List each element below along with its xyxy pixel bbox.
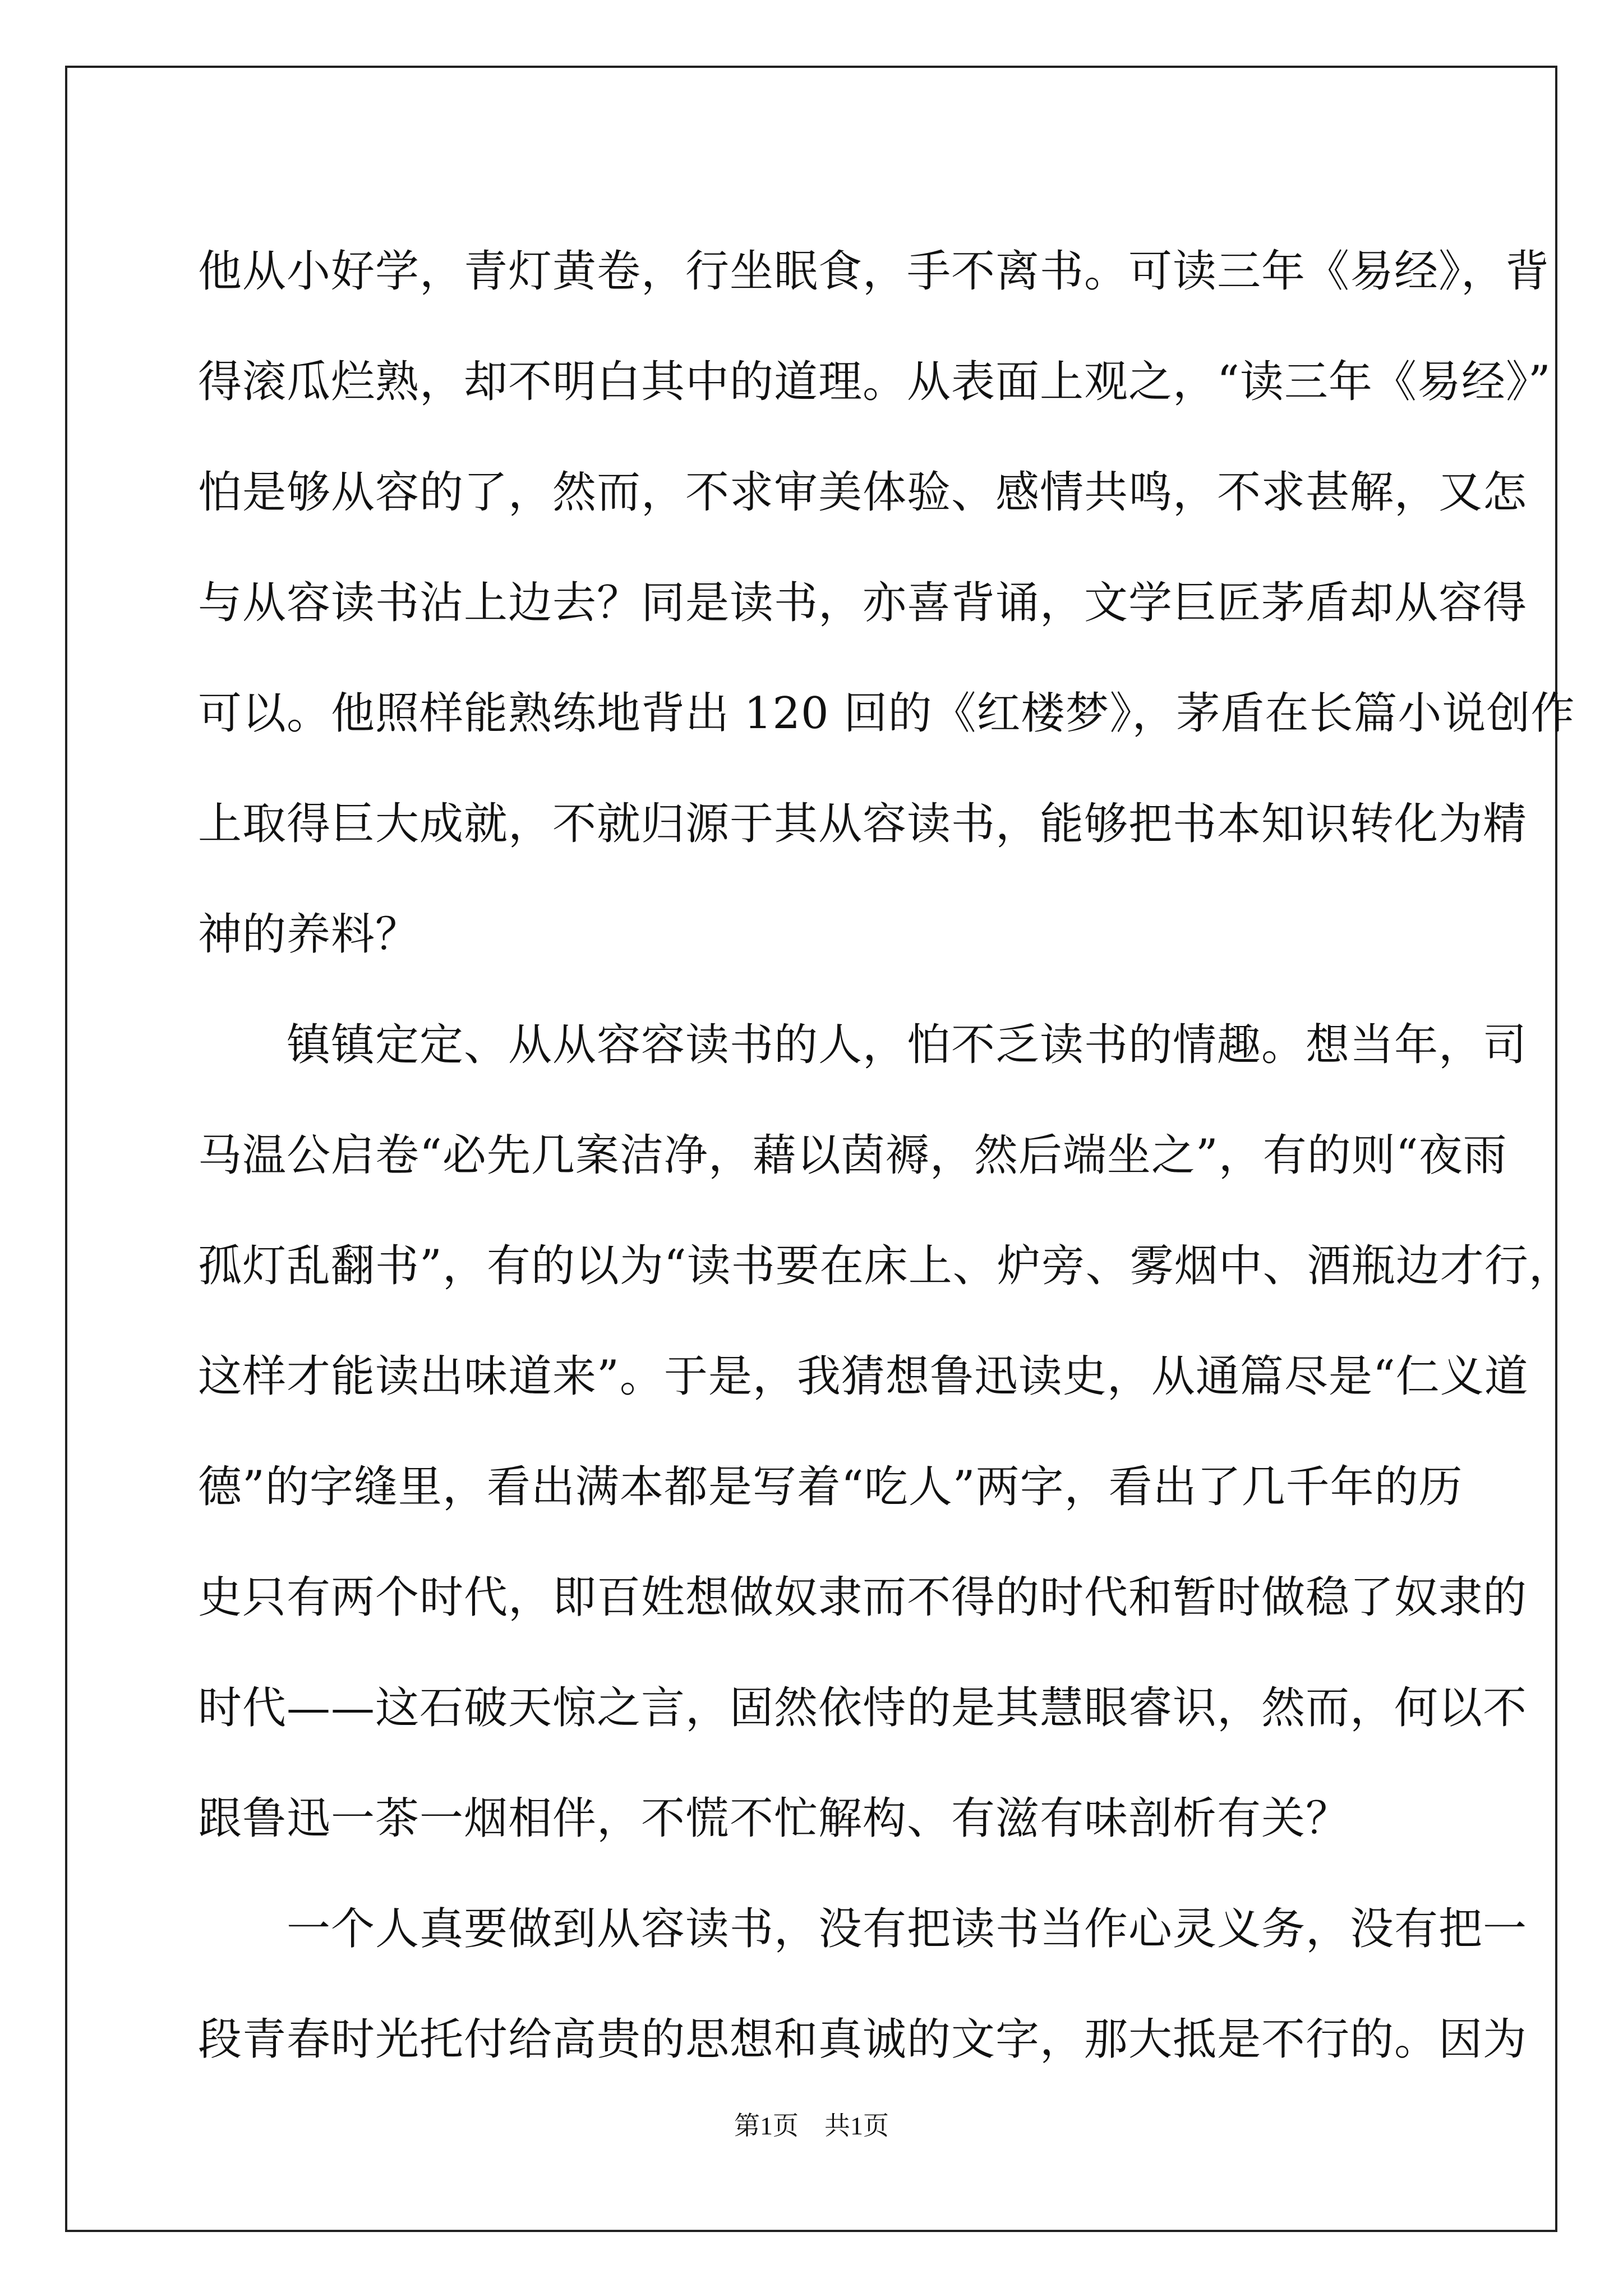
text-line: 时代——这石破天惊之言，固然依恃的是其慧眼睿识，然而，何以不 xyxy=(198,1683,1528,1733)
text-line: 与从容读书沾上边去？同是读书，亦喜背诵，文学巨匠茅盾却从容得 xyxy=(198,578,1528,628)
text-line: 马温公启卷“必先几案洁净，藉以茵褥，然后端坐之”，有的则“夜雨 xyxy=(198,1130,1507,1181)
text-line: 怕是够从容的了，然而，不求审美体验、感情共鸣，不求甚解，又怎 xyxy=(198,467,1528,518)
document-body xyxy=(198,217,1575,2095)
text-line: 一个人真要做到从容读书，没有把读书当作心灵义务，没有把一 xyxy=(198,1904,1528,1954)
page-footer: 第1页 共1页 xyxy=(734,2111,889,2140)
text-line: 上取得巨大成就，不就归源于其从容读书，能够把书本知识转化为精 xyxy=(198,799,1528,849)
text-line: 他从小好学，青灯黄卷，行坐眠食，手不离书。可读三年《易经》，背 xyxy=(198,246,1550,297)
text-line: 得滚瓜烂熟，却不明白其中的道理。从表面上观之，“读三年《易经》” xyxy=(198,357,1551,407)
text-line: 史只有两个时代，即百姓想做奴隶而不得的时代和暂时做稳了奴隶的 xyxy=(198,1572,1528,1623)
text-line: 镇镇定定、从从容容读书的人，怕不乏读书的情趣。想当年，司 xyxy=(198,1020,1528,1070)
text-line: 跟鲁迅一茶一烟相伴，不慌不忙解构、有滋有味剖析有关？ xyxy=(198,1793,1350,1844)
text-line: 神的养料？ xyxy=(198,909,420,960)
text-line: 这样才能读出味道来”。于是，我猜想鲁迅读史，从通篇尽是“仁义道 xyxy=(198,1351,1529,1402)
text-line: 段青春时光托付给高贵的思想和真诚的文字，那大抵是不行的。因为 xyxy=(198,2014,1528,2065)
text-line: 孤灯乱翻书”，有的以为“读书要在床上、炉旁、雾烟中、酒瓶边才行， xyxy=(198,1241,1573,1291)
text-line: 德”的字缝里，看出满本都是写着“吃人”两字，看出了几千年的历 xyxy=(198,1462,1463,1512)
text-line: 可以。他照样能熟练地背出 120 回的《红楼梦》，茅盾在长篇小说创作 xyxy=(198,688,1575,739)
